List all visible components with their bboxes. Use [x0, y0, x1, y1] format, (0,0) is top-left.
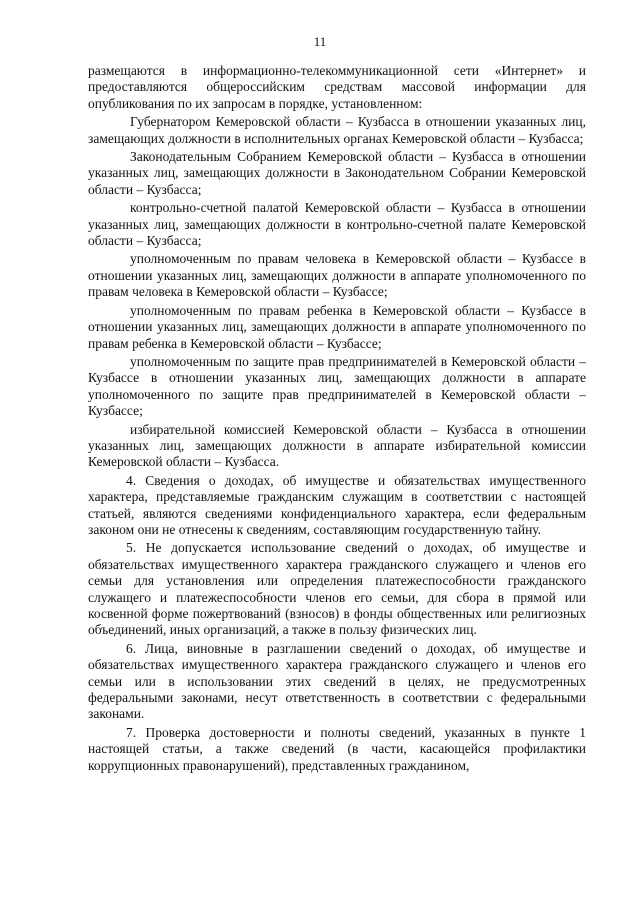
- paragraph-item-5: 5. Не допускается использование сведений о доходах, об имуществе и обязательствах имущественного характера гражданского служащего и членов его семьи для установления или определения платежеспособности гражданского служащего и платежеспособности членов его семьи, для сбора в прямой или косвенной форме пожертвований (взносов) в фонды общественных или религиозных объединений, иных организаций, а также в пользу физических лиц.: [88, 540, 586, 638]
- paragraph-election-commission: избирательной комиссией Кемеровской области – Кузбасса в отношении указанных лиц, замещающих должности в аппарате избирательной комиссии Кемеровской области – Кузбасса.: [88, 421, 586, 470]
- document-body: [88, 63, 586, 776]
- paragraph-legislative-assembly: Законодательным Собранием Кемеровской области – Кузбасса в отношении указанных лиц, замещающих должности в Законодательном Собрании Кемеровской области – Кузбасса;: [88, 149, 586, 197]
- paragraph-child-rights-ombudsman: уполномоченным по правам ребенка в Кемеровской области – Кузбассе в отношении указанных лиц, замещающих должности в аппарате уполномоченного по правам ребенка в Кемеровской области – Кузбассе;: [88, 302, 586, 351]
- paragraph-intro: размещаются в информационно-телекоммуникационной сети «Интернет» и предоставляются общероссийским средствам массовой информации для опубликования по их запросам в порядке, установленном:: [88, 63, 586, 111]
- paragraph-item-6: 6. Лица, виновные в разглашении сведений о доходах, об имуществе и обязательствах имущественного характера гражданского служащего и членов его семьи или в использовании этих сведений в целях, не предусмотренных федеральными законами, несут ответственность в соответствии с федеральными законами.: [88, 640, 586, 722]
- paragraph-human-rights-ombudsman: уполномоченным по правам человека в Кемеровской области – Кузбассе в отношении указанных лиц, замещающих должности в аппарате уполномоченного по правам человека в Кемеровской области – Кузбассе;: [88, 251, 586, 300]
- paragraph-item-4: 4. Сведения о доходах, об имуществе и обязательствах имущественного характера, представляемые гражданским служащим в соответствии с настоящей статьей, являются сведениями конфиденциального характера, если федеральным законом они не отнесены к сведениям, составляющим государственную тайну.: [88, 472, 586, 537]
- paragraph-governor: Губернатором Кемеровской области – Кузбасса в отношении указанных лиц, замещающих должности в исполнительных органах Кемеровской области – Кузбасса;: [88, 114, 586, 146]
- page-number: 11: [313, 34, 327, 49]
- paragraph-audit-chamber: контрольно-счетной палатой Кемеровской области – Кузбасса в отношении указанных лиц, замещающих должности в контрольно-счетной палате Кемеровской области – Кузбасса;: [88, 200, 586, 249]
- paragraph-item-7: 7. Проверка достоверности и полноты сведений, указанных в пункте 1 настоящей статьи, а также сведений (в части, касающейся профилактики коррупционных правонарушений), представленных гражданином,: [88, 724, 586, 773]
- paragraph-business-ombudsman: уполномоченным по защите прав предпринимателей в Кемеровской области – Кузбассе в отношении указанных лиц, замещающих должности в аппарате уполномоченного по защите прав предпринимателей в Кемеровской области – Кузбассе;: [88, 353, 586, 419]
